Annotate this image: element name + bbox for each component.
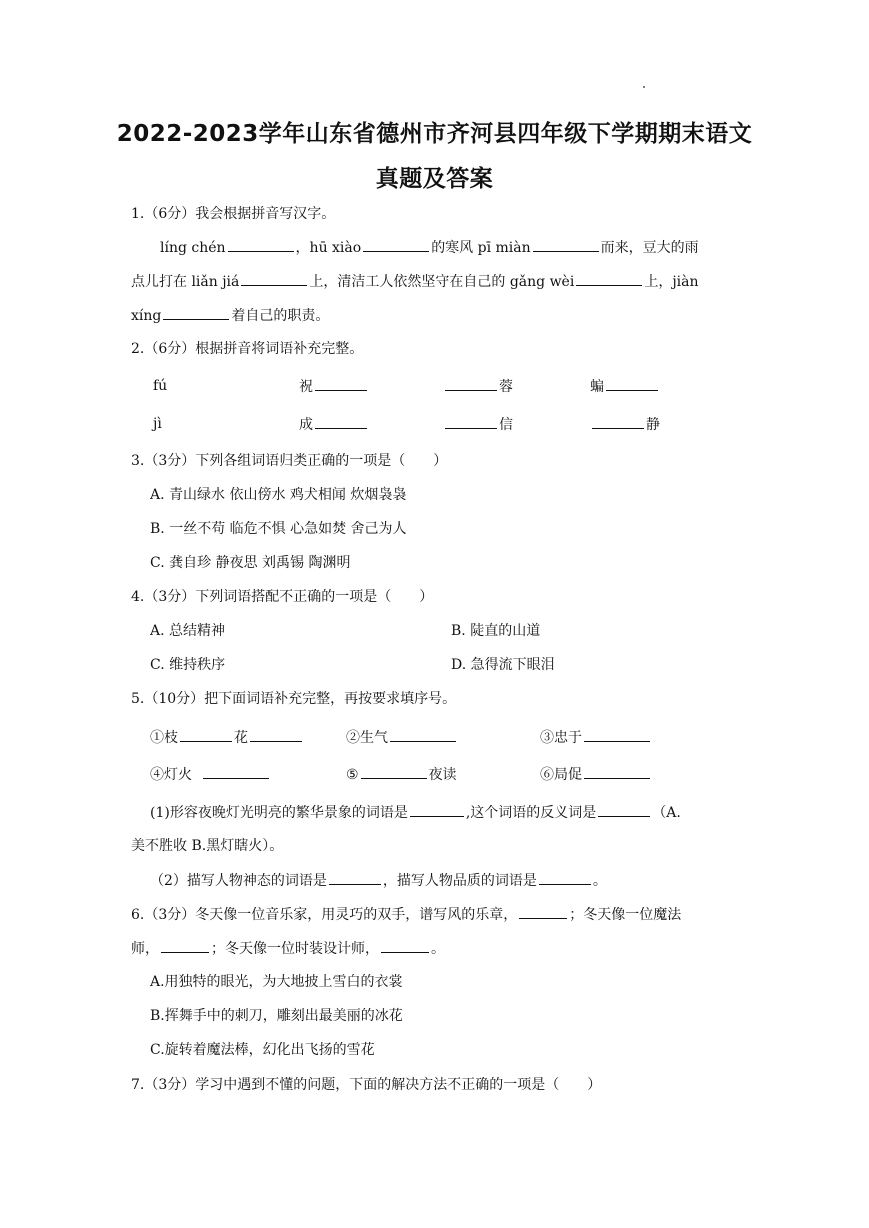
answer-blank[interactable] (180, 727, 232, 742)
q2-row1-a: 祝 (299, 376, 369, 397)
q5-heading: 5.（10分）把下面词语补充完整，再按要求填序号。 (131, 691, 457, 707)
q5-item5: ⑤ 夜读 (346, 764, 457, 785)
q1-heading: 1.（6分）我会根据拼音写汉字。 (131, 206, 336, 222)
document-title-line1: 2022-2023学年山东省德州市齐河县四年级下学期期末语文 (116, 121, 753, 147)
q6-option-c[interactable]: C.旋转着魔法棒，幻化出飞扬的雪花 (150, 1042, 375, 1058)
q4-option-b[interactable]: B. 陡直的山道 (451, 623, 541, 639)
q5-item6: ⑥局促 (540, 764, 652, 785)
q7-heading: 7.（3分）学习中遇到不懂的问题，下面的解决方法不正确的一项是（ ） (131, 1077, 602, 1093)
q3-heading: 3.（3分）下列各组词语归类正确的一项是（ ） (131, 453, 448, 469)
q2-row1-pinyin: fú (153, 378, 168, 394)
q2-row1-c: 蝙 (590, 376, 660, 397)
answer-blank[interactable] (203, 764, 269, 779)
q1-line1: líng chén ，hū xiào 的寒风 pī miàn 而来，豆大的雨 (160, 237, 699, 258)
q2-row1-b: 蓉 (443, 376, 513, 397)
q2-heading: 2.（6分）根据拼音将词语补充完整。 (131, 341, 364, 357)
answer-blank[interactable] (445, 414, 497, 429)
q1-line3: xíng 着自己的职责。 (131, 305, 329, 326)
q5-sub1-line1: (1)形容夜晚灯光明亮的繁华景象的词语是 ,这个词语的反义词是 （A. (150, 802, 681, 823)
q6-line2: 师， ；冬天像一位时装设计师， 。 (131, 938, 445, 959)
answer-blank[interactable] (241, 271, 307, 286)
q6-option-a[interactable]: A.用独特的眼光，为大地披上雪白的衣裳 (150, 974, 403, 990)
answer-blank[interactable] (361, 764, 427, 779)
answer-blank[interactable] (363, 237, 429, 252)
q1-line2: 点儿打在 liǎn jiá 上，清洁工人依然坚守在自己的 gǎng wèi 上，jiàn (131, 271, 699, 292)
q2-row2-a: 成 (299, 414, 369, 435)
answer-blank[interactable] (576, 271, 642, 286)
answer-blank[interactable] (161, 938, 209, 953)
document-title-line2: 真题及答案 (375, 166, 494, 192)
answer-blank[interactable] (228, 237, 294, 252)
q5-item2: ②生气 (346, 727, 458, 748)
answer-blank[interactable] (315, 376, 367, 391)
answer-blank[interactable] (539, 870, 591, 885)
q6-heading: 6.（3分）冬天像一位音乐家，用灵巧的双手，谱写风的乐章， ；冬天像一位魔法 (131, 904, 681, 925)
answer-blank[interactable] (533, 237, 599, 252)
q4-option-a[interactable]: A. 总结精神 (150, 623, 226, 639)
answer-blank[interactable] (410, 802, 464, 817)
answer-blank[interactable] (584, 727, 650, 742)
q3-option-b[interactable]: B. 一丝不苟 临危不惧 心急如焚 舍己为人 (150, 521, 407, 537)
answer-blank[interactable] (519, 904, 567, 919)
answer-blank[interactable] (250, 727, 302, 742)
q5-sub2: （2）描写人物神态的词语是 ，描写人物品质的词语是 。 (150, 870, 607, 891)
q2-row2-b: 信 (443, 414, 513, 435)
answer-blank[interactable] (315, 414, 367, 429)
q5-item1: ①枝 花 (150, 727, 304, 748)
q4-option-c[interactable]: C. 维持秩序 (150, 657, 226, 673)
q5-item4: ④灯火 (150, 764, 271, 785)
q2-row2-c: 静 (590, 414, 660, 435)
q5-item3: ③忠于 (540, 727, 652, 748)
answer-blank[interactable] (592, 414, 644, 429)
q2-row2-pinyin: jì (153, 416, 162, 432)
answer-blank[interactable] (381, 938, 429, 953)
answer-blank[interactable] (584, 764, 650, 779)
answer-blank[interactable] (606, 376, 658, 391)
answer-blank[interactable] (163, 305, 229, 320)
q3-option-a[interactable]: A. 青山绿水 依山傍水 鸡犬相闻 炊烟袅袅 (150, 487, 407, 503)
q4-option-d[interactable]: D. 急得流下眼泪 (451, 657, 555, 673)
scan-dot (643, 86, 645, 88)
answer-blank[interactable] (598, 802, 650, 817)
answer-blank[interactable] (329, 870, 381, 885)
q3-option-c[interactable]: C. 龚自珍 静夜思 刘禹锡 陶渊明 (150, 555, 351, 571)
q5-sub1-line2: 美不胜收 B.黑灯瞎火）。 (131, 838, 284, 854)
q6-option-b[interactable]: B.挥舞手中的刺刀，雕刻出最美丽的冰花 (150, 1008, 403, 1024)
answer-blank[interactable] (390, 727, 456, 742)
answer-blank[interactable] (445, 376, 497, 391)
q4-heading: 4.（3分）下列词语搭配不正确的一项是（ ） (131, 589, 434, 605)
